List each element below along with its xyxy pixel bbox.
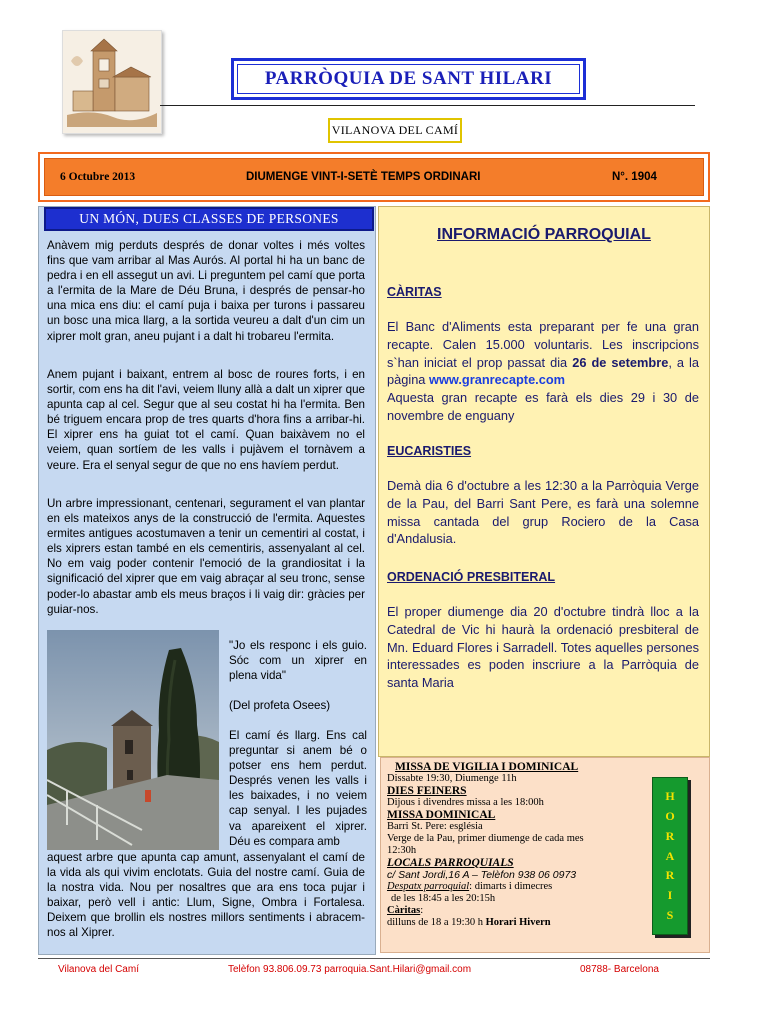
sunday-mass-heading: MISSA DOMINICAL [387,809,496,821]
horaris-letter: H [665,788,675,803]
office-hours: de les 18:45 a les 20:15h [391,893,496,904]
parish-info-title: INFORMACIÓ PARROQUIAL [437,226,651,243]
article-title: UN MÓN, DUES CLASSES DE PERSONES [79,211,339,226]
caritas-text: El Banc d'Aliments esta preparant per fe una gran recapte. Calen 15.000 voluntaris. Les inscripcions s`han iniciat el prop passat dia 26 de setembre, a la pàgina www.granrecapte.com Aquesta gran recapte es farà els dies 29 i 30 de novembre de enguany [387,319,699,423]
horaris-letter: O [665,808,675,823]
article-paragraph-2: Anem pujant i baixant, entrem al bosc de roures forts, i en sortir, com ens ha dit l'avi, veiem lluny allà a dalt un xiprer que apunta cap al cel. Segur que al seu costat hi ha l'ermita. Ben bé triguem encara prop de tres quarts d'hora fins a arribar-hi. El xiprer ens ha guiat tot el camí. Quan baixàvem no el veiem, quan sortíem de les valls i pujàvem el tornàvem a veure. Era el senyal segur de que no ens havíem perdut. [47,368,365,472]
scripture-quote: "Jo els responc i els guio. Sóc com un xiprer en plena vida" [229,639,367,683]
article-title-box [44,207,374,231]
sunday-mass-line-2: Verge de la Pau, primer diumenge de cada mes [387,833,584,844]
town-box [328,118,462,143]
weekday-heading: DIES FEINERS [387,785,467,797]
article-paragraph-5: aquest arbre que apunta cap amunt, assenyalant el camí de la vida als qui vivim enclotats. Guia del nostre camí. Guia de la nostra vida. Nou per nosaltres que ara ens toca pujar i baixar, però vell i antic: Llum, Signe, Ombra i Fortalesa. Deixem que brollin els nostres millors sentiments i abracem-nos al Xiprer. [47,851,365,940]
weekday-times: Dijous i divendres missa a les 18:00h [387,797,544,808]
issue-number: N°. 1904 [612,171,657,183]
horaris-letter: S [666,908,674,923]
caritas-hours: dilluns de 18 a 19:30 h Horari Hivern [387,917,551,928]
liturgical-sunday: DIUMENGE VINT-I-SETÈ TEMPS ORDINARI [246,171,481,183]
horaris-letter: I [667,888,673,903]
sunday-mass-line-1: Barri St. Pere: església [387,821,483,832]
caritas-hours-label: Càritas: [387,905,424,916]
vigilia-heading: MISSA DE VIGILIA I DOMINICAL [395,761,579,773]
horaris-letter: R [665,828,675,843]
office-hours-line: Despatx parroquial: dimarts i dimecres [387,881,553,892]
parish-premises-heading: LOCALS PARROQUIALS [387,857,514,869]
eucaristies-heading: EUCARISTIES [387,444,472,458]
footer-contact: Telèfon 93.806.09.73 parroquia.Sant.Hilari@gmail.com [228,964,472,975]
church-logo [62,30,162,134]
article-paragraph-3: Un arbre impressionant, centenari, segurament el van plantar en els mateixos anys de la construcció de l'ermita. Aquestes ermites antigues acostumaven a tenir un cementiri al costat, i els xiprers estan també en els cementiris, assenyalant al cel. No em vaig poder contenir l'emoció de la grandiositat i la significació del xiprer que em vaig abraçar al seu tronc, sense poder-lo abastar amb els meus braços i li vaig dir: gràcies per guiar-nos. [47,497,365,616]
granrecapte-link[interactable]: www.granrecapte.com [428,372,566,388]
header-divider [160,105,695,106]
footer-divider [38,958,710,959]
caritas-heading: CÀRITAS [387,285,442,299]
horaris-letter: R [665,868,675,883]
eucaristies-text: Demà dia 6 d'octubre a les 12:30 a la Parròquia Verge de la Pau, del Barri Sant Pere, es farà una solemne missa cantada del grup Rociero de la Casa d'Andalusia. [387,478,699,547]
sunday-mass-line-3: 12:30h [387,845,417,856]
article-paragraph-1: Anàvem mig perduts després de donar voltes i més voltes fins que vam arribar al Mas Aurós. Al portal hi ha un banc de pedra i en ell assegut un avi. Li preguntem pel camí que porta a l'ermita de la Mare de Déu Bruna, i després de pensar-ho una mica ens diu: el camí puja i baixa per turons i passareu un bosc una mica llarg, a la sortida veureu a dalt d'un cim un xiprer molt gran, aneu pujant i a dalt hi trobareu l'ermita. [47,239,365,343]
horaris-letter: A [665,848,675,863]
town-name: VILANOVA DEL CAMÍ [331,123,459,137]
schedule-list [387,761,584,929]
quote-source: (Del profeta Osees) [229,699,331,712]
hermitage-photo [47,630,219,850]
footer-postal: 08788- Barcelona [580,964,659,975]
ordination-heading: ORDENACIÓ PRESBITERAL [387,570,556,584]
parish-title: PARRÒQUIA DE SANT HILARI [264,68,553,89]
issue-date: 6 Octubre 2013 [60,171,136,183]
horaris-vertical-label [652,777,688,935]
parish-title-box [231,58,586,100]
parish-address: c/ Sant Jordi,16 A – Telèfon 938 06 0973 [387,869,577,881]
article-paragraph-4: El camí és llarg. Ens cal preguntar si anem bé o potser ens hem perdut. Després venen les valls i les baixades, i no veiem cap senyal. I les pujades va apareixent el xiprer. Déu es compara amb [229,729,367,848]
footer-town: Vilanova del Camí [58,964,139,975]
vigilia-times: Dissabte 19:30, Diumenge 11h [387,773,517,784]
ordination-text: El proper diumenge dia 20 d'octubre tindrà lloc a la Catedral de Vic hi haurà la ordenació presbiteral de Mn. Eduard Flores i Sarradell. Totes aquelles persones interessades es poden inscriure a la Parròquia de santa Maria [387,604,699,691]
